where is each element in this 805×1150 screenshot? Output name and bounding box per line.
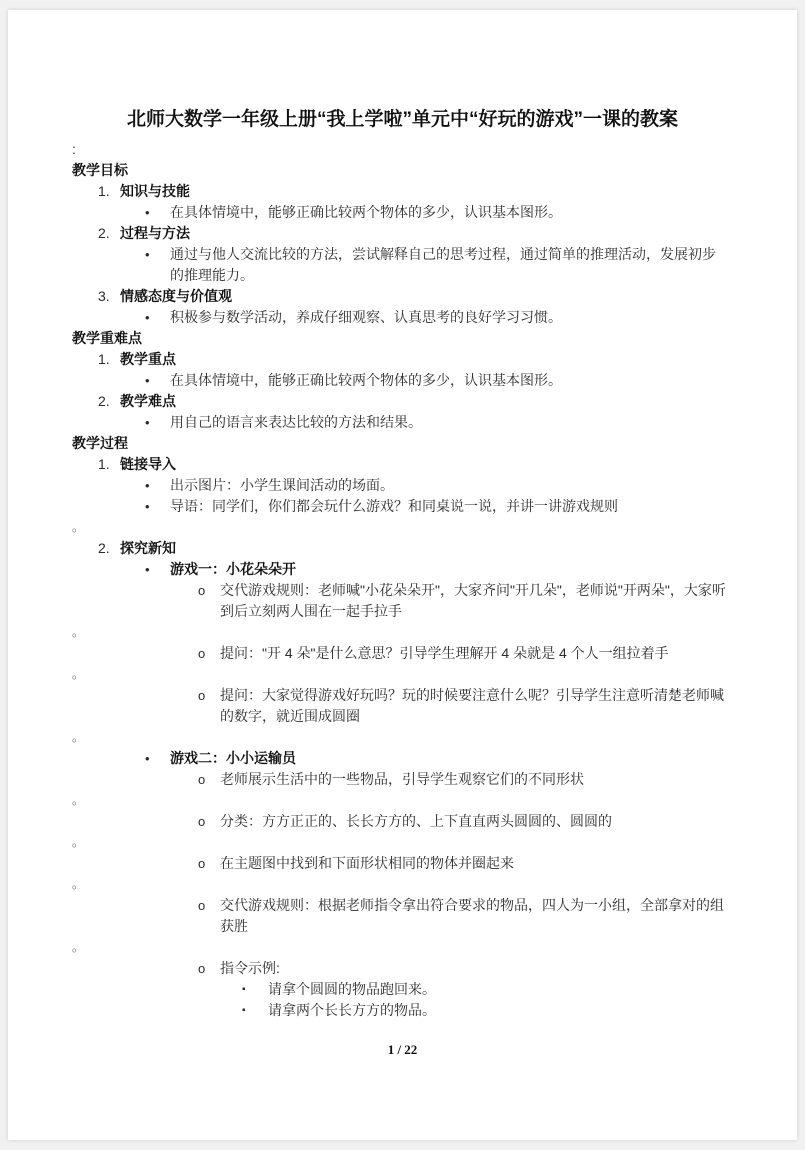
bullet-marker-icon: •	[145, 499, 150, 514]
bullet-marker-icon: •	[145, 478, 150, 493]
item-text: 请拿个圆圆的物品跑回来。	[268, 981, 436, 997]
bullet-item-level2	[72, 853, 727, 874]
document-body	[72, 160, 727, 1021]
item-number: 2.	[98, 393, 110, 409]
item-number: 3.	[98, 288, 110, 304]
bullet-item-level1	[72, 370, 727, 391]
bullet-marker-icon: o	[198, 688, 206, 703]
bullet-item-level3	[72, 979, 727, 1000]
bullet-item-level1	[72, 202, 727, 223]
bullet-item-level1	[72, 475, 727, 496]
numbered-item	[72, 391, 727, 412]
paragraph-mark: 。	[72, 520, 85, 534]
item-text: 通过与他人交流比较的方法，尝试解释自己的思考过程，通过简单的推理活动，发展初步的推理能力。	[170, 246, 716, 283]
item-number: 1.	[98, 351, 110, 367]
item-text: 游戏二：小小运输员	[170, 750, 296, 766]
document-title: 北师大数学一年级上册“我上学啦”单元中“好玩的游戏”一课的教案	[126, 109, 678, 130]
bullet-item-level1	[72, 244, 727, 286]
paragraph-mark: 。	[72, 877, 85, 891]
numbered-item	[72, 223, 727, 244]
item-number: 1.	[98, 456, 110, 472]
bullet-marker-icon: o	[198, 898, 206, 913]
item-label: 知识与技能	[120, 183, 190, 199]
numbered-item	[72, 181, 727, 202]
item-text: 用自己的语言来表达比较的方法和结果。	[170, 414, 422, 430]
item-text: 交代游戏规则：根据老师指令拿出符合要求的物品，四人为一小组，全部拿对的组获胜	[220, 897, 724, 934]
numbered-item	[72, 286, 727, 307]
paragraph-mark: 。	[72, 793, 85, 807]
item-text: 在主题图中找到和下面形状相同的物体并圈起来	[220, 855, 514, 871]
paragraph-mark: 。	[72, 625, 85, 639]
bullet-marker-icon: o	[198, 814, 206, 829]
leading-colon-mark: :	[72, 141, 76, 157]
bullet-item-level1	[72, 559, 727, 580]
bullet-marker-icon: o	[198, 646, 206, 661]
bullet-item-level1	[72, 307, 727, 328]
item-text: 积极参与数学活动，养成仔细观察、认真思考的良好学习习惯。	[170, 309, 562, 325]
section-heading: 教学过程	[72, 435, 128, 451]
bullet-marker-icon: •	[145, 310, 150, 325]
bullet-marker-icon: •	[145, 415, 150, 430]
item-text: 交代游戏规则：老师喊"小花朵朵开"，大家齐问"开几朵"，老师说"开两朵"，大家听到后立刻两人围在一起手拉手	[220, 582, 726, 619]
bullet-marker-icon: •	[145, 751, 150, 766]
item-number: 2.	[98, 540, 110, 556]
bullet-item-level2	[72, 895, 727, 937]
paragraph-mark: 。	[72, 940, 85, 954]
paragraph-mark: 。	[72, 835, 85, 849]
paragraph-mark: 。	[72, 730, 85, 744]
item-text: 提问："开 4 朵"是什么意思？引导学生理解开 4 朵就是 4 个人一组拉着手	[220, 645, 669, 661]
bullet-item-level1	[72, 748, 727, 769]
section-heading: 教学重难点	[72, 330, 142, 346]
item-text: 请拿两个长长方方的物品。	[268, 1002, 436, 1018]
bullet-item-level2	[72, 958, 727, 979]
bullet-marker-icon: ▪	[242, 984, 246, 995]
item-label: 情感态度与价值观	[120, 288, 232, 304]
bullet-marker-icon: •	[145, 247, 150, 262]
bullet-marker-icon: •	[145, 205, 150, 220]
bullet-marker-icon: •	[145, 562, 150, 577]
item-label: 探究新知	[120, 540, 176, 556]
numbered-item	[72, 454, 727, 475]
item-label: 链接导入	[120, 456, 176, 472]
bullet-marker-icon: ▪	[242, 1005, 246, 1016]
numbered-item	[72, 538, 727, 559]
item-text: 在具体情境中，能够正确比较两个物体的多少，认识基本图形。	[170, 204, 562, 220]
item-label: 过程与方法	[120, 225, 190, 241]
item-label: 教学重点	[120, 351, 176, 367]
item-number: 2.	[98, 225, 110, 241]
item-text: 分类：方方正正的、长长方方的、上下直直两头圆圆的、圆圆的	[220, 813, 612, 829]
bullet-item-level1	[72, 496, 727, 517]
item-text: 指令示例:	[220, 960, 280, 976]
bullet-marker-icon: o	[198, 961, 206, 976]
bullet-marker-icon: o	[198, 856, 206, 871]
item-text: 出示图片：小学生课间活动的场面。	[170, 477, 394, 493]
bullet-item-level2	[72, 685, 727, 727]
bullet-item-level3	[72, 1000, 727, 1021]
item-label: 教学难点	[120, 393, 176, 409]
page-number: 1 / 22	[387, 1042, 418, 1057]
section-heading: 教学目标	[72, 162, 128, 178]
item-text: 提问：大家觉得游戏好玩吗？玩的时候要注意什么呢？引导学生注意听清楚老师喊的数字，就近围成圆圈	[220, 687, 724, 724]
item-text: 老师展示生活中的一些物品，引导学生观察它们的不同形状	[220, 771, 584, 787]
bullet-item-level2	[72, 769, 727, 790]
bullet-marker-icon: o	[198, 772, 206, 787]
bullet-marker-icon: •	[145, 373, 150, 388]
document-page	[8, 10, 797, 1140]
bullet-item-level2	[72, 811, 727, 832]
bullet-item-level2	[72, 643, 727, 664]
bullet-item-level2	[72, 580, 727, 622]
numbered-item	[72, 349, 727, 370]
bullet-marker-icon: o	[198, 583, 206, 598]
bullet-item-level1	[72, 412, 727, 433]
item-number: 1.	[98, 183, 110, 199]
paragraph-mark: 。	[72, 667, 85, 681]
item-text: 在具体情境中，能够正确比较两个物体的多少，认识基本图形。	[170, 372, 562, 388]
item-text: 游戏一：小花朵朵开	[170, 561, 296, 577]
item-text: 导语：同学们，你们都会玩什么游戏？和同桌说一说，并讲一讲游戏规则	[170, 498, 618, 514]
